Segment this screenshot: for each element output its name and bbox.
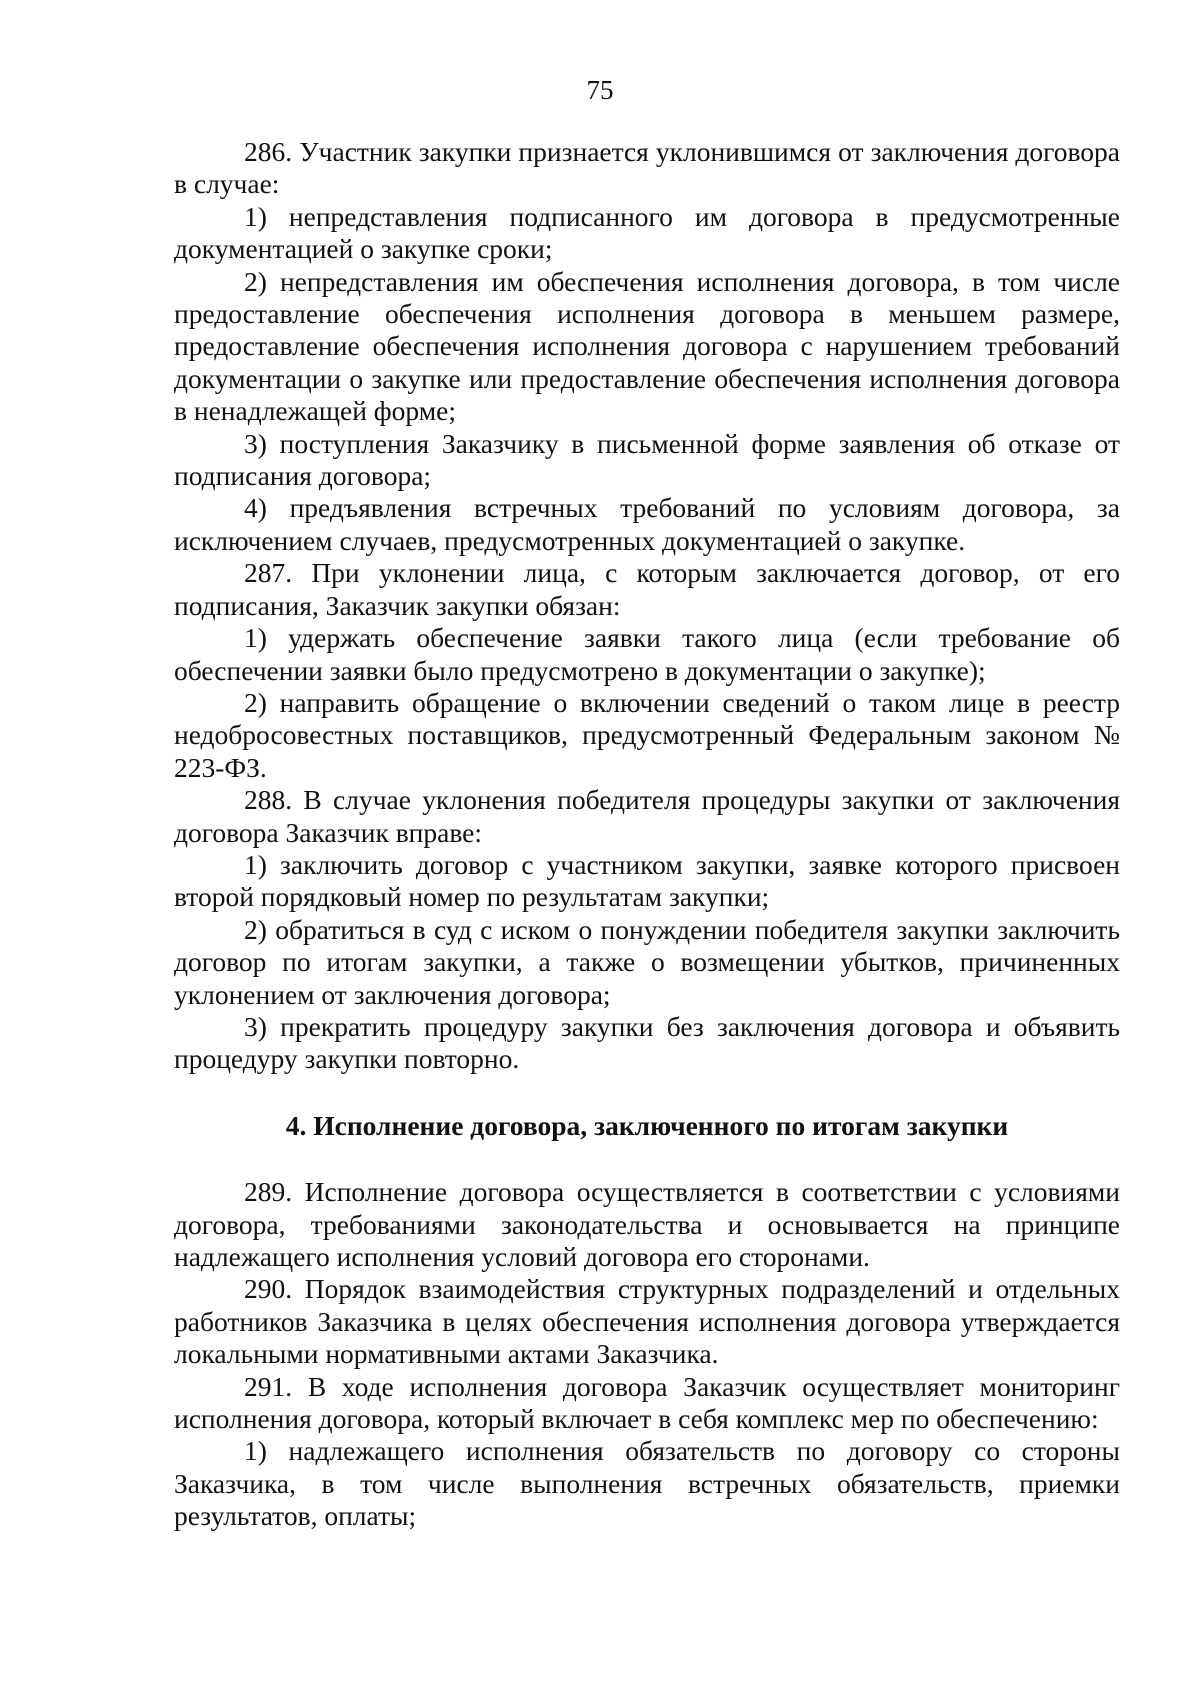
paragraph-286-item-3: 3) поступления Заказчику в письменной форме заявления об отказе от подписания договора; [174,427,1120,492]
paragraph-288: 288. В случае уклонения победителя процедуры закупки от заключения договора Заказчик вправе: [174,784,1120,848]
paragraph-288-item-2: 2) обратиться в суд с иском о понуждении победителя закупки заключить договор по итогам закупки, а также о возмещении убытков, причиненных уклонением от заключения договора; [174,913,1120,1010]
paragraph-287-item-1: 1) удержать обеспечение заявки такого лица (если требование об обеспечении заявки было предусмотрено в документации о закупке); [174,622,1120,686]
paragraph-289: 289. Исполнение договора осуществляется в соответствии с условиями договора, требованиями законодательства и основывается на принципе надлежащего исполнения условий договора его сторонами. [174,1176,1120,1272]
paragraph-287: 287. При уклонении лица, с которым заключается договор, от его подписания, Заказчик закупки обязан: [174,557,1120,621]
document-body [174,136,1120,1533]
paragraph-291: 291. В ходе исполнения договора Заказчик осуществляет мониторинг исполнения договора, который включает в себя комплекс мер по обеспечению: [174,1370,1120,1435]
paragraph-286-item-2: 2) непредставления им обеспечения исполнения договора, в том числе предоставление обеспечения исполнения договора в меньшем размере, предоставление обеспечения исполнения договора с нарушением требований документации о закупке или предоставление обеспечения исполнения договора в ненадлежащей форме; [174,265,1120,427]
page-number: 75 [586,75,614,105]
paragraph-286-item-4: 4) предъявления встречных требований по условиям договора, за исключением случаев, предусмотренных документацией о закупке. [174,492,1120,556]
paragraph-286: 286. Участник закупки признается уклонившимся от заключения договора в случае: [174,136,1120,200]
paragraph-288-item-1: 1) заключить договор с участником закупки, заявке которого присвоен второй порядковый номер по результатам закупки; [174,848,1120,913]
paragraph-288-item-3: 3) прекратить процедуру закупки без заключения договора и объявить процедуру закупки повторно. [174,1010,1120,1075]
paragraph-287-item-2: 2) направить обращение о включении сведений о таком лице в реестр недобросовестных поставщиков, предусмотренный Федеральным законом № 223-ФЗ. [174,686,1120,783]
paragraph-286-item-1: 1) непредставления подписанного им договора в предусмотренные документацией о закупке сроки; [174,200,1120,265]
paragraph-291-item-1: 1) надлежащего исполнения обязательств по договору со стороны Заказчика, в том числе выполнения встречных обязательств, приемки результатов, оплаты; [174,1435,1120,1532]
paragraph-290: 290. Порядок взаимодействия структурных подразделений и отдельных работников Заказчика в целях обеспечения исполнения договора утверждается локальными нормативными актами Заказчика. [174,1273,1120,1370]
section-heading: 4. Исполнение договора, заключенного по итогам закупки [285,1109,1009,1141]
